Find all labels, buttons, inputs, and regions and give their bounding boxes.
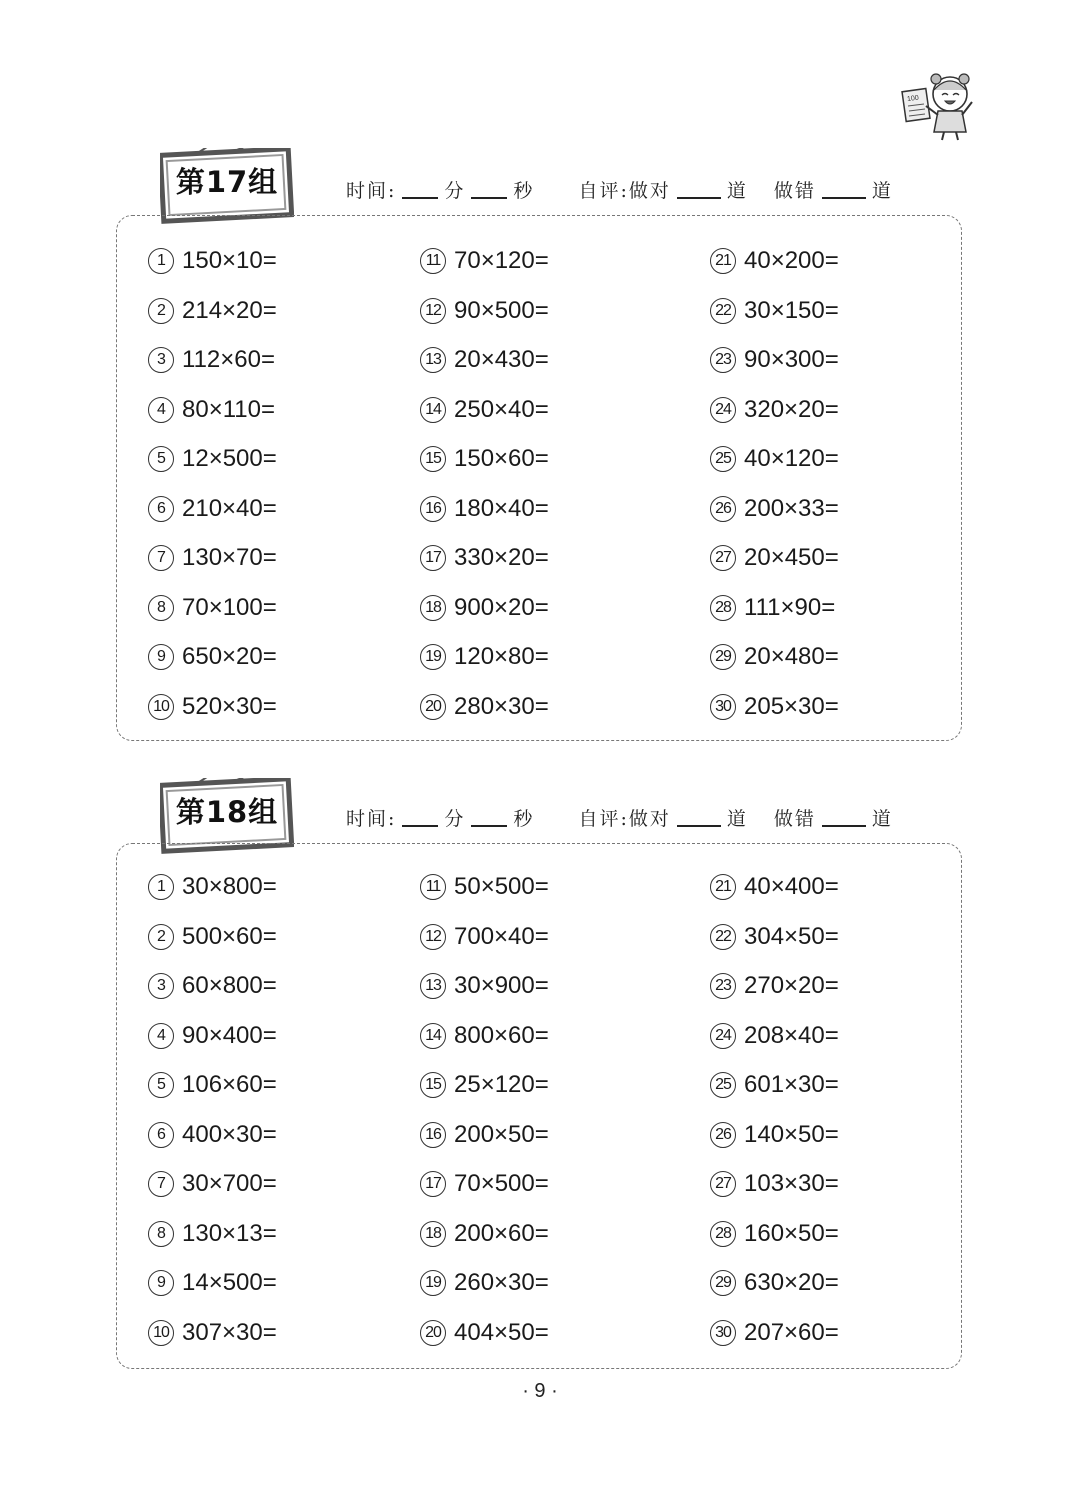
problem-item bbox=[710, 1169, 839, 1199]
second-label: 秒 bbox=[513, 180, 535, 202]
circled-number: 13 bbox=[420, 973, 446, 999]
group-sign bbox=[160, 778, 294, 850]
minute-label: 分 bbox=[444, 180, 466, 202]
circled-number: 20 bbox=[420, 1320, 446, 1346]
problem-item bbox=[148, 971, 277, 1001]
problem-item bbox=[420, 395, 549, 425]
problem-item bbox=[710, 444, 839, 474]
circled-number: 12 bbox=[420, 298, 446, 324]
problem-item bbox=[710, 692, 839, 722]
minutes-blank[interactable] bbox=[402, 179, 438, 199]
circled-number: 9 bbox=[148, 644, 174, 670]
problem-item bbox=[420, 543, 549, 573]
multiplication-problem: 200×33= bbox=[744, 494, 839, 522]
circled-number: 19 bbox=[420, 1270, 446, 1296]
multiplication-problem: 210×40= bbox=[182, 494, 277, 522]
multiplication-problem: 20×480= bbox=[744, 643, 839, 670]
problem-item bbox=[710, 296, 839, 326]
time-and-self-evaluation bbox=[346, 804, 893, 831]
circled-number: 26 bbox=[710, 1122, 736, 1148]
multiplication-problem: 150×10= bbox=[182, 247, 277, 274]
multiplication-problem: 630×20= bbox=[744, 1269, 839, 1296]
correct-unit: 道 bbox=[726, 808, 748, 830]
multiplication-problem: 112×60= bbox=[182, 346, 275, 373]
circled-number: 17 bbox=[420, 1171, 446, 1197]
problem-item bbox=[420, 1318, 549, 1348]
problem-item bbox=[710, 1219, 839, 1249]
multiplication-problem: 404×50= bbox=[454, 1318, 549, 1346]
problem-item bbox=[710, 1268, 839, 1298]
circled-number: 22 bbox=[710, 298, 736, 324]
problem-item bbox=[148, 1021, 277, 1051]
correct-unit: 道 bbox=[726, 180, 748, 202]
circled-number: 25 bbox=[710, 446, 736, 472]
multiplication-problem: 20×430= bbox=[454, 346, 549, 373]
circled-number: 10 bbox=[148, 694, 174, 720]
problem-item bbox=[710, 922, 839, 952]
problem-item bbox=[710, 246, 839, 276]
problem-item bbox=[420, 246, 549, 276]
multiplication-problem: 30×700= bbox=[182, 1170, 277, 1197]
problem-item bbox=[710, 1070, 839, 1100]
multiplication-problem: 60×800= bbox=[182, 972, 277, 999]
multiplication-problem: 120×80= bbox=[454, 643, 549, 670]
self-eval-label: 自评:做对 bbox=[578, 180, 671, 202]
multiplication-problem: 30×800= bbox=[182, 873, 277, 900]
problem-item bbox=[148, 494, 277, 524]
multiplication-problem: 520×30= bbox=[182, 692, 277, 720]
circled-number: 18 bbox=[420, 1221, 446, 1247]
problem-item bbox=[420, 922, 549, 952]
multiplication-problem: 130×70= bbox=[182, 544, 277, 571]
circled-number: 15 bbox=[420, 446, 446, 472]
circled-number: 9 bbox=[148, 1270, 174, 1296]
multiplication-problem: 40×120= bbox=[744, 445, 839, 472]
problem-item bbox=[420, 692, 549, 722]
multiplication-problem: 320×20= bbox=[744, 395, 839, 423]
circled-number: 14 bbox=[420, 397, 446, 423]
multiplication-problem: 800×60= bbox=[454, 1021, 549, 1049]
circled-number: 25 bbox=[710, 1072, 736, 1098]
multiplication-problem: 214×20= bbox=[182, 296, 277, 324]
seconds-blank[interactable] bbox=[471, 807, 507, 827]
circled-number: 13 bbox=[420, 347, 446, 373]
problem-item bbox=[710, 395, 839, 425]
circled-number: 29 bbox=[710, 644, 736, 670]
multiplication-problem: 200×60= bbox=[454, 1219, 549, 1247]
circled-number: 11 bbox=[420, 248, 446, 274]
problem-item bbox=[710, 1021, 839, 1051]
problem-item bbox=[710, 1120, 839, 1150]
wrong-unit: 道 bbox=[871, 808, 893, 830]
multiplication-problem: 280×30= bbox=[454, 692, 549, 720]
circled-number: 7 bbox=[148, 545, 174, 571]
problem-item bbox=[148, 1120, 277, 1150]
multiplication-problem: 90×400= bbox=[182, 1021, 277, 1049]
circled-number: 21 bbox=[710, 874, 736, 900]
multiplication-problem: 80×110= bbox=[182, 395, 275, 423]
circled-number: 3 bbox=[148, 347, 174, 373]
problem-item bbox=[148, 444, 277, 474]
wrong-count-blank[interactable] bbox=[822, 807, 866, 827]
circled-number: 8 bbox=[148, 595, 174, 621]
problem-item bbox=[148, 872, 277, 902]
problem-item bbox=[148, 246, 277, 276]
problem-item bbox=[420, 1219, 549, 1249]
time-label: 时间: bbox=[346, 808, 397, 830]
multiplication-problem: 601×30= bbox=[744, 1071, 839, 1098]
circled-number: 19 bbox=[420, 644, 446, 670]
multiplication-problem: 270×20= bbox=[744, 972, 839, 999]
multiplication-problem: 106×60= bbox=[182, 1071, 277, 1098]
time-label: 时间: bbox=[346, 180, 397, 202]
multiplication-problem: 900×20= bbox=[454, 593, 549, 621]
problem-item bbox=[420, 1268, 549, 1298]
circled-number: 2 bbox=[148, 298, 174, 324]
multiplication-problem: 150×60= bbox=[454, 445, 549, 472]
circled-number: 1 bbox=[148, 248, 174, 274]
problem-item bbox=[420, 872, 549, 902]
multiplication-problem: 12×500= bbox=[182, 445, 277, 472]
self-eval-label: 自评:做对 bbox=[578, 808, 671, 830]
multiplication-problem: 70×500= bbox=[454, 1170, 549, 1197]
multiplication-problem: 650×20= bbox=[182, 643, 277, 670]
circled-number: 6 bbox=[148, 496, 174, 522]
group-label: 第17组 bbox=[175, 165, 279, 199]
circled-number: 30 bbox=[710, 1320, 736, 1346]
circled-number: 10 bbox=[148, 1320, 174, 1346]
problem-item bbox=[420, 642, 549, 672]
correct-count-blank[interactable] bbox=[677, 807, 721, 827]
problem-item bbox=[710, 543, 839, 573]
circled-number: 7 bbox=[148, 1171, 174, 1197]
problem-item bbox=[148, 1219, 277, 1249]
problem-item bbox=[710, 345, 839, 375]
problem-item bbox=[148, 395, 275, 425]
girl-holding-100-score-paper-icon bbox=[900, 70, 980, 142]
problem-item bbox=[710, 1318, 839, 1348]
problem-item bbox=[710, 872, 839, 902]
problem-item bbox=[420, 1169, 549, 1199]
multiplication-problem: 200×50= bbox=[454, 1120, 549, 1148]
wrong-count-blank[interactable] bbox=[822, 179, 866, 199]
multiplication-problem: 50×500= bbox=[454, 873, 549, 900]
multiplication-problem: 20×450= bbox=[744, 544, 839, 571]
problem-item bbox=[710, 642, 839, 672]
problem-item bbox=[420, 345, 549, 375]
circled-number: 28 bbox=[710, 595, 736, 621]
problem-item bbox=[420, 296, 549, 326]
circled-number: 16 bbox=[420, 496, 446, 522]
multiplication-problem: 90×500= bbox=[454, 296, 549, 324]
circled-number: 27 bbox=[710, 545, 736, 571]
multiplication-problem: 207×60= bbox=[744, 1318, 839, 1346]
problem-item bbox=[148, 543, 277, 573]
correct-count-blank[interactable] bbox=[677, 179, 721, 199]
problem-item bbox=[148, 345, 275, 375]
problem-item bbox=[148, 692, 277, 722]
multiplication-problem: 111×90= bbox=[744, 593, 836, 621]
multiplication-problem: 90×300= bbox=[744, 346, 839, 373]
circled-number: 11 bbox=[420, 874, 446, 900]
problem-item bbox=[148, 1318, 277, 1348]
circled-number: 26 bbox=[710, 496, 736, 522]
circled-number: 15 bbox=[420, 1072, 446, 1098]
problem-item bbox=[148, 642, 277, 672]
circled-number: 8 bbox=[148, 1221, 174, 1247]
minutes-blank[interactable] bbox=[402, 807, 438, 827]
multiplication-problem: 260×30= bbox=[454, 1269, 549, 1296]
circled-number: 4 bbox=[148, 397, 174, 423]
circled-number: 5 bbox=[148, 446, 174, 472]
problem-item bbox=[710, 494, 839, 524]
circled-number: 4 bbox=[148, 1023, 174, 1049]
problem-item bbox=[148, 1169, 277, 1199]
circled-number: 22 bbox=[710, 924, 736, 950]
minute-label: 分 bbox=[444, 808, 466, 830]
circled-number: 12 bbox=[420, 924, 446, 950]
multiplication-problem: 180×40= bbox=[454, 494, 549, 522]
circled-number: 24 bbox=[710, 397, 736, 423]
circled-number: 5 bbox=[148, 1072, 174, 1098]
problem-item bbox=[710, 593, 835, 623]
multiplication-problem: 140×50= bbox=[744, 1120, 839, 1148]
multiplication-problem: 500×60= bbox=[182, 922, 277, 950]
problem-item bbox=[420, 444, 549, 474]
circled-number: 20 bbox=[420, 694, 446, 720]
multiplication-problem: 330×20= bbox=[454, 544, 549, 571]
problem-item bbox=[420, 1021, 549, 1051]
multiplication-problem: 40×400= bbox=[744, 873, 839, 900]
problem-item bbox=[148, 296, 277, 326]
multiplication-problem: 400×30= bbox=[182, 1120, 277, 1148]
wrong-label: 做错 bbox=[773, 180, 816, 202]
multiplication-problem: 30×150= bbox=[744, 296, 839, 324]
circled-number: 16 bbox=[420, 1122, 446, 1148]
multiplication-problem: 160×50= bbox=[744, 1219, 839, 1247]
problem-item bbox=[148, 922, 277, 952]
circled-number: 14 bbox=[420, 1023, 446, 1049]
multiplication-problem: 250×40= bbox=[454, 395, 549, 423]
problem-item bbox=[710, 971, 839, 1001]
multiplication-problem: 205×30= bbox=[744, 692, 839, 720]
circled-number: 24 bbox=[710, 1023, 736, 1049]
second-label: 秒 bbox=[513, 808, 535, 830]
wrong-unit: 道 bbox=[871, 180, 893, 202]
circled-number: 3 bbox=[148, 973, 174, 999]
circled-number: 23 bbox=[710, 973, 736, 999]
circled-number: 6 bbox=[148, 1122, 174, 1148]
multiplication-problem: 70×120= bbox=[454, 247, 549, 274]
mascot-paper-text: 100 bbox=[906, 94, 920, 104]
problem-item bbox=[420, 593, 549, 623]
multiplication-problem: 304×50= bbox=[744, 922, 839, 950]
multiplication-problem: 14×500= bbox=[182, 1269, 277, 1296]
circled-number: 17 bbox=[420, 545, 446, 571]
time-and-self-evaluation bbox=[346, 176, 893, 203]
problem-item bbox=[420, 1120, 549, 1150]
wrong-label: 做错 bbox=[773, 808, 816, 830]
circled-number: 29 bbox=[710, 1270, 736, 1296]
problem-item bbox=[420, 971, 549, 1001]
problem-item bbox=[148, 593, 277, 623]
multiplication-problem: 40×200= bbox=[744, 247, 839, 274]
multiplication-problem: 70×100= bbox=[182, 593, 277, 621]
seconds-blank[interactable] bbox=[471, 179, 507, 199]
group-label: 第18组 bbox=[175, 795, 279, 829]
multiplication-problem: 130×13= bbox=[182, 1219, 277, 1247]
problem-item bbox=[420, 494, 549, 524]
group-sign bbox=[160, 148, 294, 220]
multiplication-problem: 307×30= bbox=[182, 1318, 277, 1346]
circled-number: 2 bbox=[148, 924, 174, 950]
multiplication-problem: 700×40= bbox=[454, 922, 549, 950]
circled-number: 1 bbox=[148, 874, 174, 900]
problem-item bbox=[420, 1070, 549, 1100]
circled-number: 30 bbox=[710, 694, 736, 720]
circled-number: 21 bbox=[710, 248, 736, 274]
circled-number: 28 bbox=[710, 1221, 736, 1247]
problem-item bbox=[148, 1070, 277, 1100]
multiplication-problem: 25×120= bbox=[454, 1071, 549, 1098]
circled-number: 23 bbox=[710, 347, 736, 373]
multiplication-problem: 103×30= bbox=[744, 1170, 839, 1197]
circled-number: 18 bbox=[420, 595, 446, 621]
multiplication-problem: 30×900= bbox=[454, 972, 549, 999]
circled-number: 27 bbox=[710, 1171, 736, 1197]
multiplication-problem: 208×40= bbox=[744, 1021, 839, 1049]
page-number: · 9 · bbox=[522, 1380, 558, 1402]
problem-item bbox=[148, 1268, 277, 1298]
